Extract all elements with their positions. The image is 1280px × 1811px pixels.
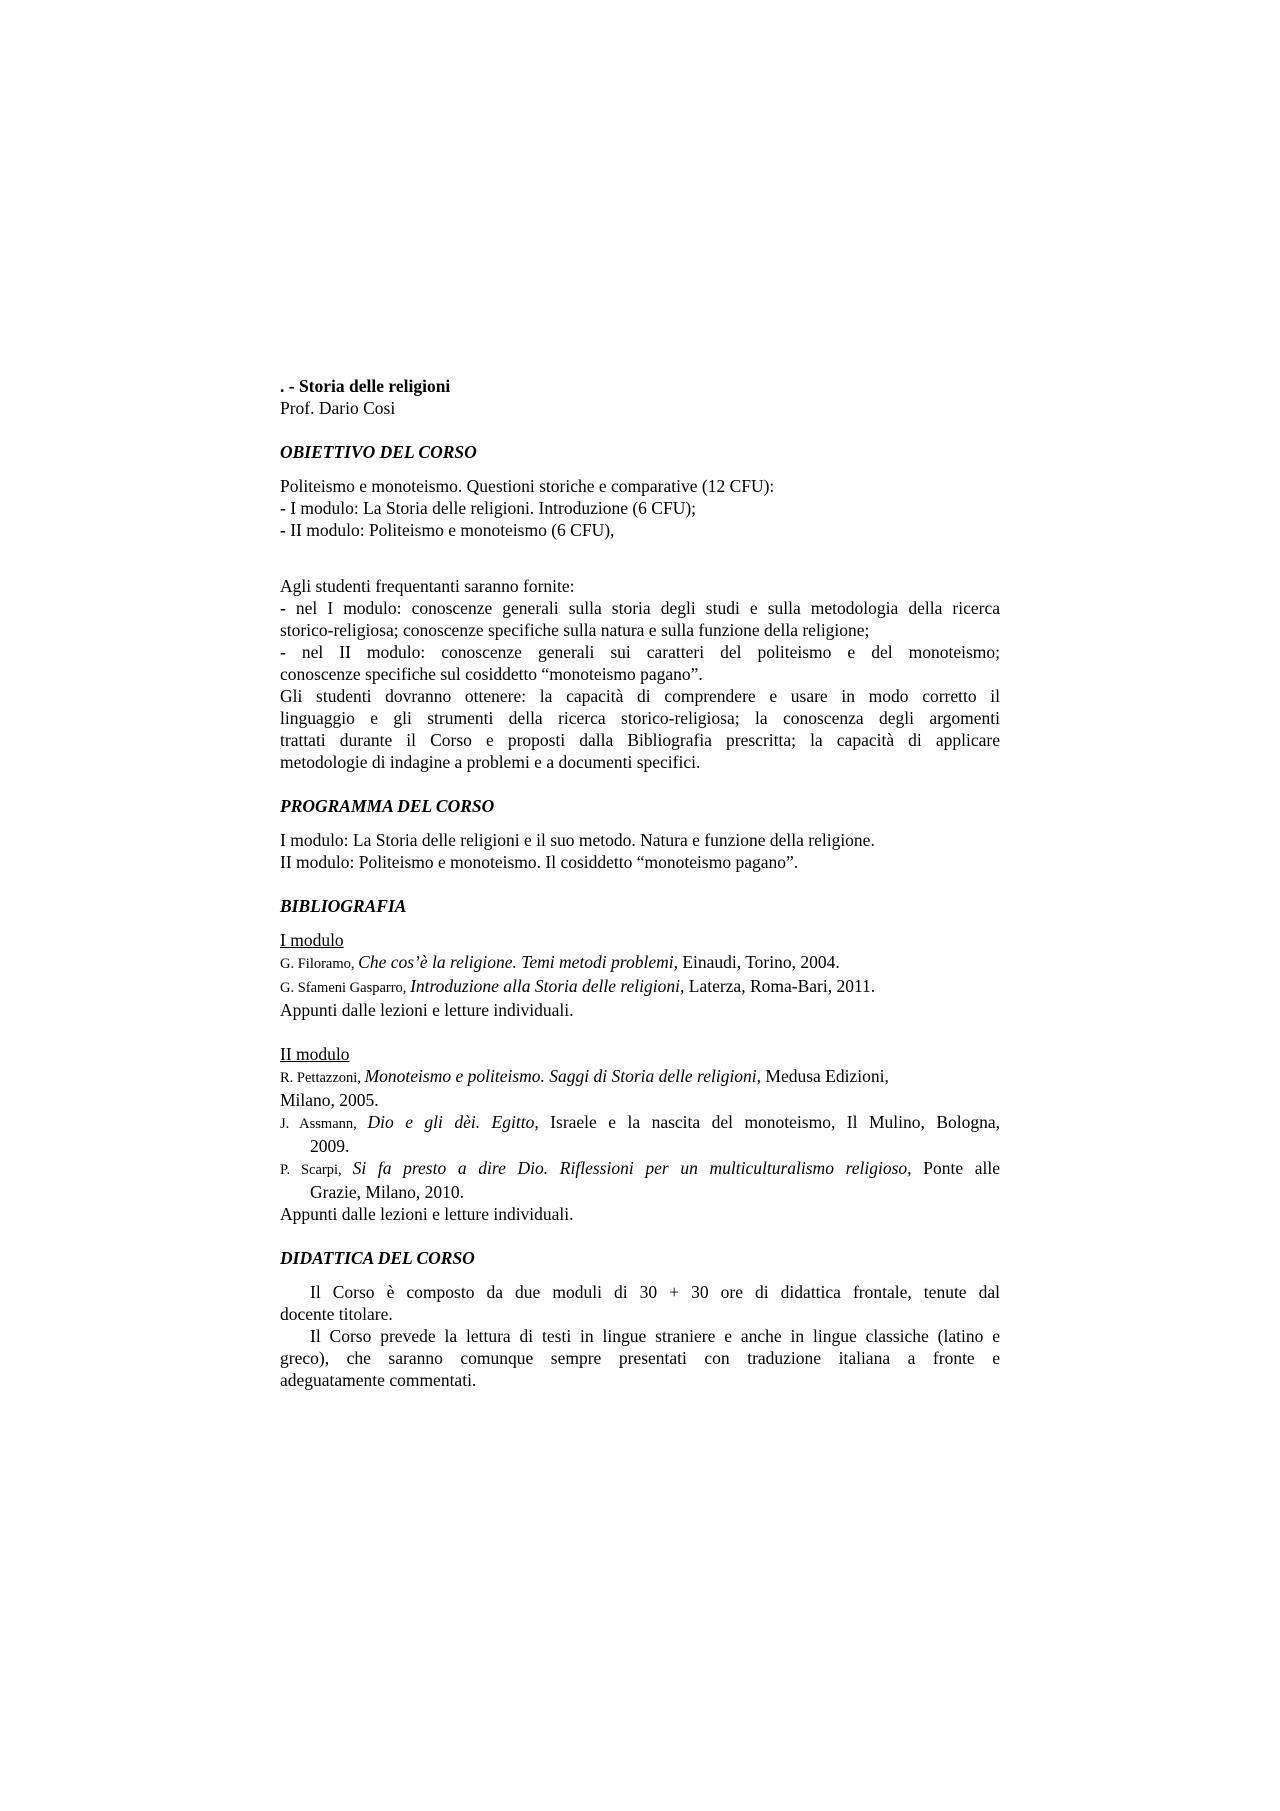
- bib-module-1-notes: Appunti dalle lezioni e letture individuali.: [280, 1000, 574, 1020]
- obiettivo-heading: OBIETTIVO DEL CORSO: [280, 442, 477, 462]
- bib-entry-continuation: Grazie, Milano, 2010.: [310, 1182, 465, 1202]
- didattica-p2-line-2: greco), che saranno comunque sempre presentati con traduzione italiana a fronte e: [280, 1348, 1000, 1368]
- bib-module-1-label: I modulo: [280, 930, 344, 950]
- programma-line-1: I modulo: La Storia delle religioni e il suo metodo. Natura e funzione della religione.: [280, 830, 875, 850]
- bib-entry: G. Sfameni Gasparro, Introduzione alla Storia delle religioni, Laterza, Roma-Bari, 2011.: [280, 976, 876, 996]
- didattica-heading: DIDATTICA DEL CORSO: [280, 1248, 475, 1268]
- programma-heading: PROGRAMMA DEL CORSO: [280, 796, 495, 816]
- didattica-p2-line-1: Il Corso prevede la lettura di testi in lingue straniere e anche in lingue classiche (latino e: [310, 1326, 1000, 1346]
- obiettivo-intro: Politeismo e monoteismo. Questioni storiche e comparative (12 CFU):: [280, 476, 775, 496]
- bib-entry: J. Assmann, Dio e gli dèi. Egitto, Israele e la nascita del monoteismo, Il Mulino, Bologna,: [280, 1112, 1000, 1132]
- outcome-line-2: linguaggio e gli strumenti della ricerca storico-religiosa; la conoscenza degli argomenti: [280, 708, 1000, 728]
- programma-line-2: II modulo: Politeismo e monoteismo. Il cosiddetto “monoteismo pagano”.: [280, 852, 799, 872]
- didattica-p1-line-1: Il Corso è composto da due moduli di 30 + 30 ore di didattica frontale, tenute dal: [310, 1282, 1000, 1302]
- bib-module-2-notes: Appunti dalle lezioni e letture individuali.: [280, 1204, 574, 1224]
- outcome-line-1: Gli studenti dovranno ottenere: la capacità di comprendere e usare in modo corretto il: [280, 686, 1000, 706]
- obiettivo-module-1: - I modulo: La Storia delle religioni. Introduzione (6 CFU);: [280, 498, 697, 518]
- students-intro: Agli studenti frequentanti saranno fornite:: [280, 576, 575, 596]
- bullet-1-line-2: storico-religiosa; conoscenze specifiche sulla natura e sulla funzione della religione;: [280, 620, 870, 640]
- course-title: . - Storia delle religioni: [280, 376, 451, 396]
- bib-module-2-label: II modulo: [280, 1044, 350, 1064]
- didattica-p1-line-2: docente titolare.: [280, 1304, 393, 1324]
- bibliografia-heading: BIBLIOGRAFIA: [280, 896, 407, 916]
- document-page: [280, 375, 1000, 1391]
- bib-entry-continuation: 2009.: [310, 1136, 350, 1156]
- bib-entry-continuation: Milano, 2005.: [280, 1090, 379, 1110]
- didattica-p2-line-3: adeguatamente commentati.: [280, 1370, 477, 1390]
- bullet-2-line-2: conoscenze specifiche sul cosiddetto “monoteismo pagano”.: [280, 664, 703, 684]
- professor-name: Prof. Dario Cosi: [280, 398, 396, 418]
- bullet-2-line-1: - nel II modulo: conoscenze generali sui caratteri del politeismo e del monoteismo;: [280, 642, 1000, 662]
- obiettivo-section: [280, 475, 1000, 773]
- obiettivo-module-2: - II modulo: Politeismo e monoteismo (6 CFU),: [280, 520, 615, 540]
- outcome-line-4: metodologie di indagine a problemi e a documenti specifici.: [280, 752, 701, 772]
- bullet-1-line-1: - nel I modulo: conoscenze generali sulla storia degli studi e sulla metodologia della ricerca: [280, 598, 1000, 618]
- bib-entry: P. Scarpi, Si fa presto a dire Dio. Riflessioni per un multiculturalismo religioso, Ponte alle: [280, 1158, 1001, 1178]
- bib-entry: R. Pettazzoni, Monoteismo e politeismo. Saggi di Storia delle religioni, Medusa Edizioni,: [280, 1066, 889, 1086]
- bib-entry: G. Filoramo, Che cos’è la religione. Temi metodi problemi, Einaudi, Torino, 2004.: [280, 952, 840, 972]
- outcome-line-3: trattati durante il Corso e proposti dalla Bibliografia prescritta; la capacità di applicare: [280, 730, 1000, 750]
